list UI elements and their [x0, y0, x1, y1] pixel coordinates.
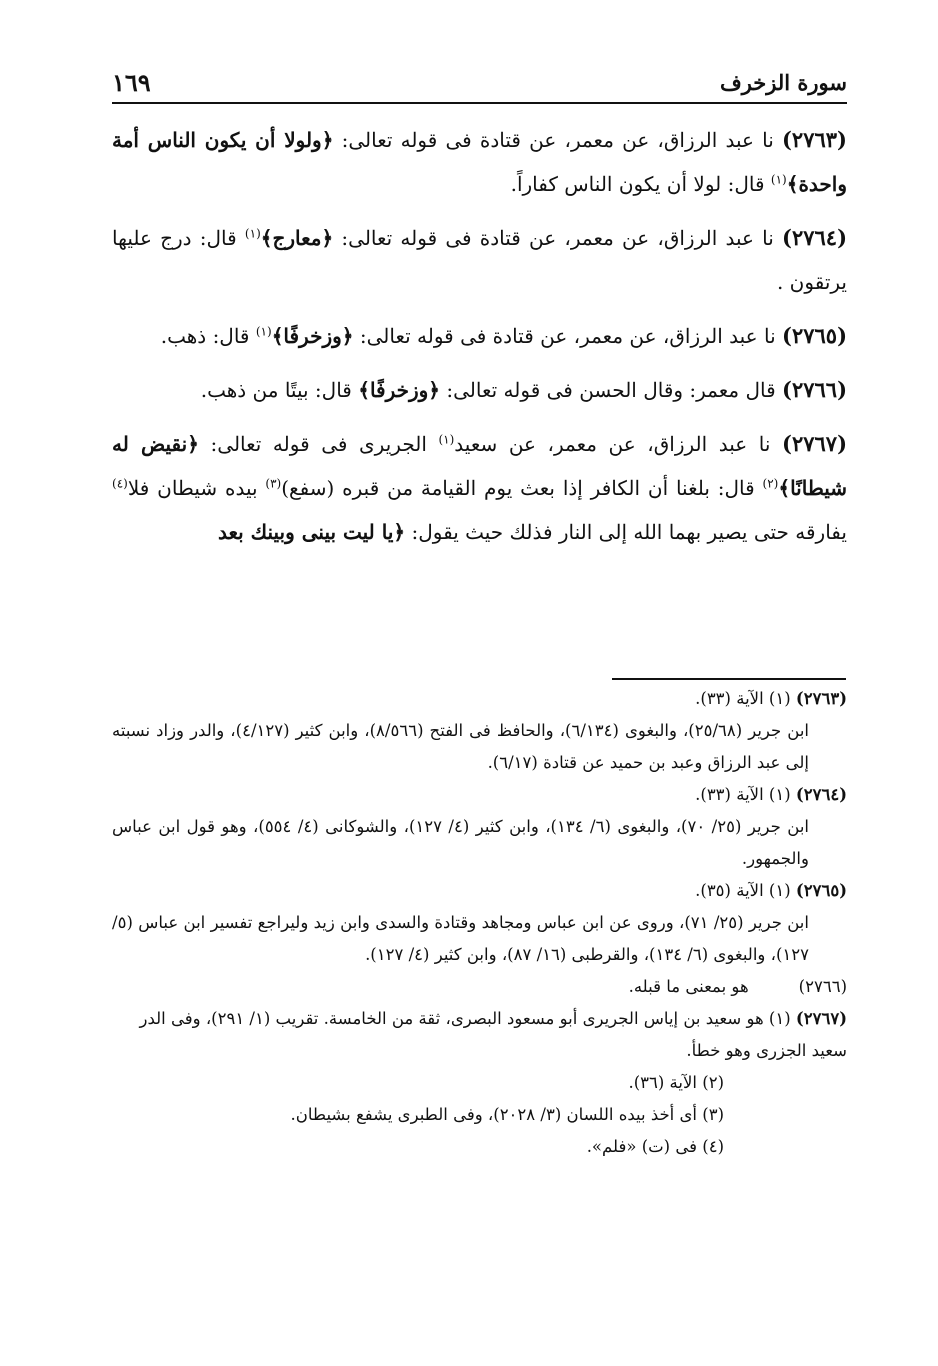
footnote-number: (٢٧٦٧) [795, 1009, 847, 1028]
page-number: ١٦٩ [112, 68, 151, 97]
footnote-text: (١) هو سعيد بن إياس الجريرى أبو مسعود البصرى، ثقة من الخامسة. تقريب (١/ ٢٩١)، وفى الدر سعيد الجزرى وهو خطأ. [139, 1009, 847, 1060]
hadith-text: نا عبد الرزاق، عن معمر، عن قتادة فى قوله تعالى: [353, 324, 782, 348]
hadith-text: قال: لولا أن يكون الناس كفاراً. [510, 172, 771, 196]
hadith-2767 [112, 422, 847, 554]
footnote-divider [612, 678, 846, 680]
footnote-marker: (٢) [762, 476, 779, 491]
footnote-2767-sub-2: (٢) الآية (٣٦). [628, 1073, 724, 1092]
quran-quote: ﴿معارج﴾ [260, 226, 334, 250]
footnote-number: (٢٧٦٥) [795, 881, 847, 900]
hadith-text: قال: درج عليها يرتقون . [112, 226, 847, 294]
footnote-text: هو بمعنى ما قبله. [628, 977, 749, 996]
footnote-marker: (١) [438, 432, 455, 447]
hadith-text: الجريرى فى قوله تعالى: [198, 432, 439, 456]
page-header [112, 68, 847, 104]
footnote-marker: (٣) [265, 476, 282, 491]
footnote-2764-head [112, 779, 847, 811]
hadith-text: قال: بلغنا أن الكافر إذا بعث يوم القيامة من قبره (سفع) [281, 476, 763, 500]
hadith-number: (٢٧٦٥) [782, 323, 847, 348]
hadith-2763 [112, 118, 847, 206]
footnote-text: (١) الآية (٣٣). [695, 689, 796, 708]
footnote-2764-body: ابن جرير (٢٥/ ٧٠)، والبغوى (٦/ ١٣٤)، وابن كثير (٤/ ١٢٧)، والشوكانى (٤/ ٥٥٤)، وهو قول ابن عباس والجمهور. [112, 817, 810, 868]
footnote-marker: (١) [770, 172, 787, 187]
hadith-text: قال معمر: وقال الحسن فى قوله تعالى: [440, 378, 782, 402]
quran-quote: ﴿يا ليت بينى وبينك بعد [217, 520, 406, 544]
footnote-number: (٢٧٦٣) [795, 689, 847, 708]
hadith-text: قال: ذهب. [160, 324, 256, 348]
quran-quote: ﴿وزخرفًا﴾ [271, 324, 354, 348]
hadith-text: نا عبد الرزاق، عن معمر، عن قتادة فى قوله تعالى: [333, 128, 782, 152]
footnote-2765-head [112, 875, 847, 907]
footnote-2763-head [112, 683, 847, 715]
footnote-number: (٢٧٦٦) [798, 977, 847, 996]
footnote-2765-body: ابن جرير (٢٥/ ٧١)، وروى عن ابن عباس ومجاهد وقتادة والسدى وابن زيد وليراجع تفسير ابن عباس (٥/ ١٢٧)، والبغوى (٦/ ١٣٤)، والقرطبى (١٦/ ٨٧)، وابن كثير (٤/ ١٢٧). [112, 913, 809, 964]
footnote-text: (١) الآية (٣٥). [695, 881, 796, 900]
hadith-number: (٢٧٦٤) [782, 225, 847, 250]
footnote-text: (١) الآية (٣٣). [695, 785, 796, 804]
footnote-marker: (١) [244, 226, 261, 241]
surah-title: سورة الزخرف [719, 70, 847, 95]
main-text [112, 118, 847, 564]
quran-quote: ﴿ولولا أن يكون الناس أمة واحدة﴾ [112, 128, 847, 196]
footnote-2767-head [112, 1003, 847, 1067]
hadith-text: بيده شيطان فلا [127, 476, 266, 500]
hadith-number: (٢٧٦٧) [782, 431, 848, 456]
hadith-2764 [112, 216, 847, 304]
hadith-number: (٢٧٦٦) [782, 377, 847, 402]
hadith-text: قال: بيتًا من ذهب. [200, 378, 359, 402]
footnote-marker: (٤) [112, 476, 128, 491]
hadith-text: يفارقه حتى يصير بهما الله إلى النار فذلك حيث يقول: [405, 520, 847, 544]
footnotes [112, 683, 847, 1163]
footnote-2766 [112, 971, 847, 1003]
hadith-2766 [112, 368, 847, 412]
footnote-2767-sub-3: (٣) أى أخذ بيده اللسان (٣/ ٢٠٢٨)، وفى الطبرى يشفع بشيطان. [290, 1105, 724, 1124]
hadith-number: (٢٧٦٣) [781, 127, 847, 152]
quran-quote: ﴿نقيض له شيطانًا﴾ [112, 432, 848, 500]
footnote-2767-sub-4: (٤) فى (ت) «فلم». [586, 1137, 724, 1156]
hadith-text: نا عبد الرزاق، عن معمر، عن قتادة فى قوله تعالى: [333, 226, 782, 250]
footnote-marker: (١) [255, 324, 272, 339]
quran-quote: ﴿وزخرفًا﴾ [358, 378, 441, 402]
footnote-number: (٢٧٦٤) [795, 785, 847, 804]
footnote-2763-body: ابن جرير (٢٥/٦٨)، والبغوى (٦/١٣٤)، والحافظ فى الفتح (٨/٥٦٦)، وابن كثير (٤/١٢٧)، والدر وزاد نسبته إلى عبد الرزاق وعبد بن حميد عن قتادة (٦/١٧). [112, 721, 810, 772]
hadith-text: نا عبد الرزاق، عن معمر، عن سعيد [454, 432, 783, 456]
hadith-2765 [112, 314, 847, 358]
